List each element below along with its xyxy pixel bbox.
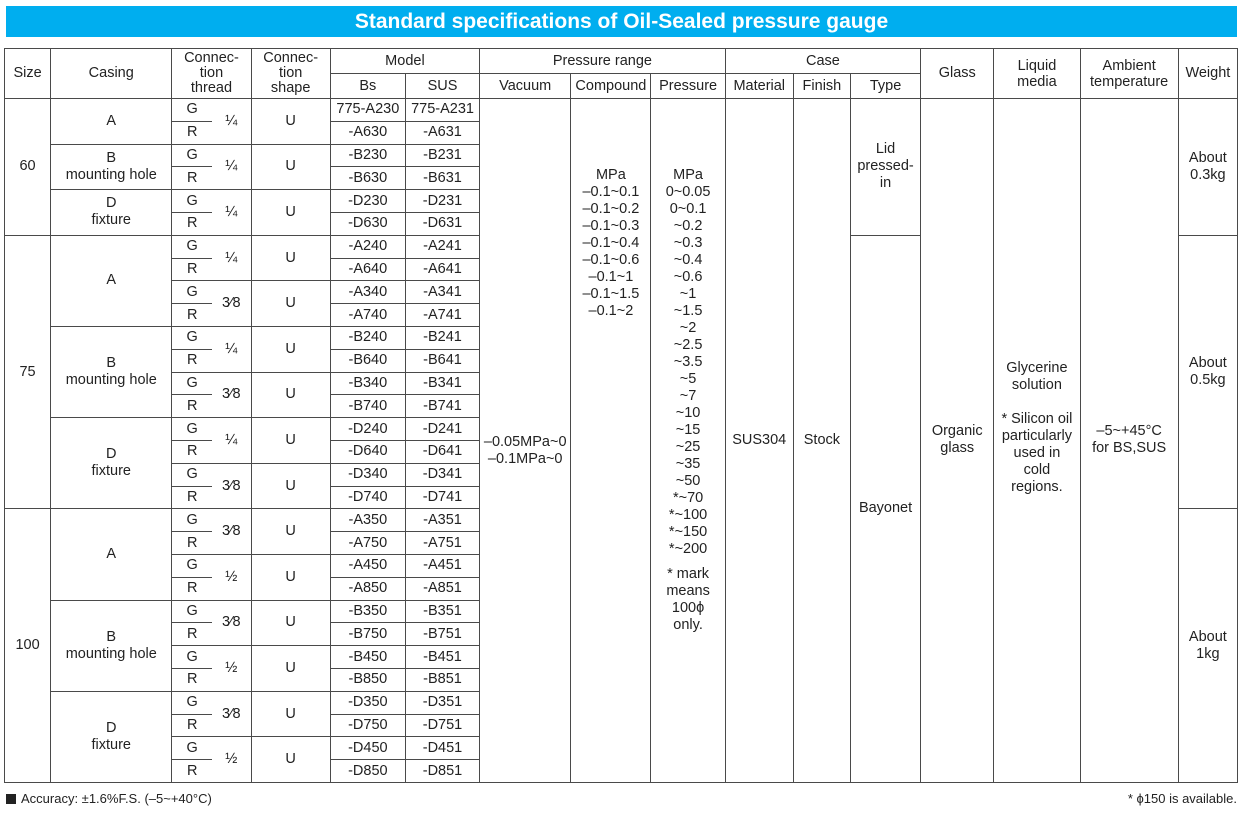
model-sus-cell: -B341 bbox=[405, 372, 479, 395]
connection-shape-cell: U bbox=[251, 691, 330, 737]
header-material: Material bbox=[725, 74, 793, 99]
connection-shape-cell: U bbox=[251, 600, 330, 646]
thread-r-cell: R bbox=[172, 258, 212, 281]
case-type-bayonet-cell: Bayonet bbox=[850, 235, 920, 782]
thread-r-cell: R bbox=[172, 668, 212, 691]
model-sus-cell: -D351 bbox=[405, 691, 479, 714]
connection-shape-cell: U bbox=[251, 190, 330, 236]
model-bs-cell: -B750 bbox=[330, 623, 405, 646]
model-bs-cell: -D350 bbox=[330, 691, 405, 714]
model-sus-cell: -B751 bbox=[405, 623, 479, 646]
model-sus-cell: -B231 bbox=[405, 144, 479, 167]
connection-shape-cell: U bbox=[251, 463, 330, 509]
model-sus-cell: -D851 bbox=[405, 760, 479, 783]
casing-cell: D fixture bbox=[51, 418, 172, 509]
thread-g-cell: G bbox=[172, 691, 212, 714]
vacuum-range-cell: –0.05MPa~0 –0.1MPa~0 bbox=[480, 99, 571, 783]
thread-r-cell: R bbox=[172, 532, 212, 555]
pressure-range-cell: MPa 0~0.05 0~0.1 ~0.2 ~0.3 ~0.4 ~0.6 ~1 ~1.5 ~2 ~2.5 ~3.5 ~5 ~7 ~10 ~15 ~25 ~35 ~50 *~70 *~100 *~150 *~200 * mark means 100ϕ only. bbox=[651, 99, 725, 783]
connection-shape-cell: U bbox=[251, 326, 330, 372]
header-ambient-temperature: Ambient temperature bbox=[1080, 49, 1178, 99]
model-sus-cell: -A851 bbox=[405, 577, 479, 600]
size-cell: 100 bbox=[5, 509, 51, 783]
model-bs-cell: -B640 bbox=[330, 349, 405, 372]
model-bs-cell: -D450 bbox=[330, 737, 405, 760]
model-bs-cell: -B350 bbox=[330, 600, 405, 623]
thread-g-cell: G bbox=[172, 144, 212, 167]
case-type-lid-cell: Lid pressed- in bbox=[850, 99, 920, 236]
case-material-cell: SUS304 bbox=[725, 99, 793, 783]
thread-size-cell: ¼ bbox=[212, 144, 251, 190]
thread-r-cell: R bbox=[172, 486, 212, 509]
ambient-temperature-cell: –5~+45°C for BS,SUS bbox=[1080, 99, 1178, 783]
model-sus-cell: -A631 bbox=[405, 121, 479, 144]
model-sus-cell: -D741 bbox=[405, 486, 479, 509]
model-sus-cell: -B241 bbox=[405, 326, 479, 349]
model-bs-cell: -A740 bbox=[330, 304, 405, 327]
size-cell: 75 bbox=[5, 235, 51, 509]
thread-size-cell: ½ bbox=[212, 554, 251, 600]
thread-size-cell: ¼ bbox=[212, 190, 251, 236]
thread-size-cell: ½ bbox=[212, 737, 251, 783]
model-bs-cell: 775-A230 bbox=[330, 99, 405, 122]
model-bs-cell: -A630 bbox=[330, 121, 405, 144]
thread-size-cell: 3⁄8 bbox=[212, 600, 251, 646]
header-type: Type bbox=[850, 74, 920, 99]
model-bs-cell: -B240 bbox=[330, 326, 405, 349]
model-sus-cell: -B851 bbox=[405, 668, 479, 691]
casing-cell: A bbox=[51, 509, 172, 600]
model-sus-cell: -B641 bbox=[405, 349, 479, 372]
header-connection-thread: Connec- tion thread bbox=[172, 49, 251, 99]
connection-shape-cell: U bbox=[251, 372, 330, 418]
model-bs-cell: -D640 bbox=[330, 440, 405, 463]
thread-r-cell: R bbox=[172, 349, 212, 372]
header-compound: Compound bbox=[571, 74, 651, 99]
header-liquid-media: Liquid media bbox=[994, 49, 1080, 99]
model-bs-cell: -A850 bbox=[330, 577, 405, 600]
table-row bbox=[5, 99, 1238, 122]
model-bs-cell: -B850 bbox=[330, 668, 405, 691]
model-bs-cell: -A750 bbox=[330, 532, 405, 555]
model-bs-cell: -D240 bbox=[330, 418, 405, 441]
connection-shape-cell: U bbox=[251, 737, 330, 783]
thread-g-cell: G bbox=[172, 372, 212, 395]
thread-g-cell: G bbox=[172, 509, 212, 532]
thread-g-cell: G bbox=[172, 600, 212, 623]
header-bs: Bs bbox=[330, 74, 405, 99]
thread-r-cell: R bbox=[172, 623, 212, 646]
model-sus-cell: -D451 bbox=[405, 737, 479, 760]
model-sus-cell: -D631 bbox=[405, 212, 479, 235]
model-bs-cell: -B230 bbox=[330, 144, 405, 167]
size-cell: 60 bbox=[5, 99, 51, 236]
thread-r-cell: R bbox=[172, 440, 212, 463]
connection-shape-cell: U bbox=[251, 509, 330, 555]
casing-cell: D fixture bbox=[51, 691, 172, 782]
model-sus-cell: -B631 bbox=[405, 167, 479, 190]
header-weight: Weight bbox=[1178, 49, 1237, 99]
model-sus-cell: -A751 bbox=[405, 532, 479, 555]
thread-r-cell: R bbox=[172, 577, 212, 600]
spec-table bbox=[4, 48, 1238, 783]
thread-g-cell: G bbox=[172, 326, 212, 349]
thread-g-cell: G bbox=[172, 646, 212, 669]
thread-g-cell: G bbox=[172, 190, 212, 213]
thread-r-cell: R bbox=[172, 714, 212, 737]
accuracy-note: Accuracy: ±1.6%F.S. (–5~+40°C) bbox=[6, 791, 212, 806]
connection-shape-cell: U bbox=[251, 554, 330, 600]
model-bs-cell: -B740 bbox=[330, 395, 405, 418]
thread-size-cell: 3⁄8 bbox=[212, 372, 251, 418]
thread-size-cell: 3⁄8 bbox=[212, 463, 251, 509]
model-sus-cell: -B451 bbox=[405, 646, 479, 669]
connection-shape-cell: U bbox=[251, 235, 330, 281]
thread-r-cell: R bbox=[172, 121, 212, 144]
header-size: Size bbox=[5, 49, 51, 99]
model-bs-cell: -B340 bbox=[330, 372, 405, 395]
model-sus-cell: -A241 bbox=[405, 235, 479, 258]
header-glass: Glass bbox=[921, 49, 994, 99]
casing-cell: D fixture bbox=[51, 190, 172, 236]
model-sus-cell: -D231 bbox=[405, 190, 479, 213]
thread-g-cell: G bbox=[172, 463, 212, 486]
model-sus-cell: -D341 bbox=[405, 463, 479, 486]
model-bs-cell: -D630 bbox=[330, 212, 405, 235]
header-sus: SUS bbox=[405, 74, 479, 99]
header-casing: Casing bbox=[51, 49, 172, 99]
thread-size-cell: 3⁄8 bbox=[212, 509, 251, 555]
thread-r-cell: R bbox=[172, 167, 212, 190]
weight-cell: About 1kg bbox=[1178, 509, 1237, 783]
model-sus-cell: -A741 bbox=[405, 304, 479, 327]
model-bs-cell: -D750 bbox=[330, 714, 405, 737]
weight-cell: About 0.5kg bbox=[1178, 235, 1237, 509]
liquid-media-cell: Glycerine solution * Silicon oil particularly used in cold regions. bbox=[994, 99, 1080, 783]
model-sus-cell: 775-A231 bbox=[405, 99, 479, 122]
thread-g-cell: G bbox=[172, 554, 212, 577]
model-bs-cell: -A240 bbox=[330, 235, 405, 258]
header-pressure: Pressure bbox=[651, 74, 725, 99]
thread-r-cell: R bbox=[172, 212, 212, 235]
square-bullet-icon bbox=[6, 794, 16, 804]
connection-shape-cell: U bbox=[251, 646, 330, 692]
header-vacuum: Vacuum bbox=[480, 74, 571, 99]
thread-g-cell: G bbox=[172, 235, 212, 258]
thread-size-cell: ¼ bbox=[212, 418, 251, 464]
model-sus-cell: -B741 bbox=[405, 395, 479, 418]
header-connection-shape: Connec- tion shape bbox=[251, 49, 330, 99]
model-bs-cell: -A640 bbox=[330, 258, 405, 281]
model-bs-cell: -D740 bbox=[330, 486, 405, 509]
thread-size-cell: 3⁄8 bbox=[212, 281, 251, 327]
thread-size-cell: 3⁄8 bbox=[212, 691, 251, 737]
model-sus-cell: -A341 bbox=[405, 281, 479, 304]
connection-shape-cell: U bbox=[251, 418, 330, 464]
thread-g-cell: G bbox=[172, 418, 212, 441]
model-sus-cell: -A351 bbox=[405, 509, 479, 532]
model-bs-cell: -D850 bbox=[330, 760, 405, 783]
thread-g-cell: G bbox=[172, 737, 212, 760]
availability-note: * ϕ150 is available. bbox=[1127, 791, 1237, 806]
case-finish-cell: Stock bbox=[793, 99, 850, 783]
model-bs-cell: -D340 bbox=[330, 463, 405, 486]
header-case: Case bbox=[725, 49, 920, 74]
compound-range-cell: MPa –0.1~0.1 –0.1~0.2 –0.1~0.3 –0.1~0.4 –0.1~0.6 –0.1~1 –0.1~1.5 –0.1~2 bbox=[571, 99, 651, 783]
casing-cell: B mounting hole bbox=[51, 326, 172, 417]
model-bs-cell: -A340 bbox=[330, 281, 405, 304]
connection-shape-cell: U bbox=[251, 144, 330, 190]
casing-cell: A bbox=[51, 235, 172, 326]
casing-cell: B mounting hole bbox=[51, 144, 172, 190]
model-bs-cell: -B450 bbox=[330, 646, 405, 669]
connection-shape-cell: U bbox=[251, 99, 330, 145]
model-bs-cell: -A350 bbox=[330, 509, 405, 532]
model-bs-cell: -D230 bbox=[330, 190, 405, 213]
model-bs-cell: -A450 bbox=[330, 554, 405, 577]
thread-size-cell: ¼ bbox=[212, 326, 251, 372]
casing-cell: B mounting hole bbox=[51, 600, 172, 691]
header-finish: Finish bbox=[793, 74, 850, 99]
model-sus-cell: -D641 bbox=[405, 440, 479, 463]
model-sus-cell: -B351 bbox=[405, 600, 479, 623]
thread-g-cell: G bbox=[172, 99, 212, 122]
connection-shape-cell: U bbox=[251, 281, 330, 327]
glass-cell: Organic glass bbox=[921, 99, 994, 783]
model-sus-cell: -A451 bbox=[405, 554, 479, 577]
model-sus-cell: -D241 bbox=[405, 418, 479, 441]
thread-r-cell: R bbox=[172, 760, 212, 783]
header-model: Model bbox=[330, 49, 479, 74]
weight-cell: About 0.3kg bbox=[1178, 99, 1237, 236]
thread-g-cell: G bbox=[172, 281, 212, 304]
model-sus-cell: -D751 bbox=[405, 714, 479, 737]
header-pressure-range: Pressure range bbox=[480, 49, 726, 74]
model-sus-cell: -A641 bbox=[405, 258, 479, 281]
thread-size-cell: ¼ bbox=[212, 235, 251, 281]
thread-r-cell: R bbox=[172, 395, 212, 418]
casing-cell: A bbox=[51, 99, 172, 145]
thread-r-cell: R bbox=[172, 304, 212, 327]
thread-size-cell: ½ bbox=[212, 646, 251, 692]
page-title: Standard specifications of Oil-Sealed pressure gauge bbox=[6, 6, 1237, 37]
model-bs-cell: -B630 bbox=[330, 167, 405, 190]
thread-size-cell: ¼ bbox=[212, 99, 251, 145]
